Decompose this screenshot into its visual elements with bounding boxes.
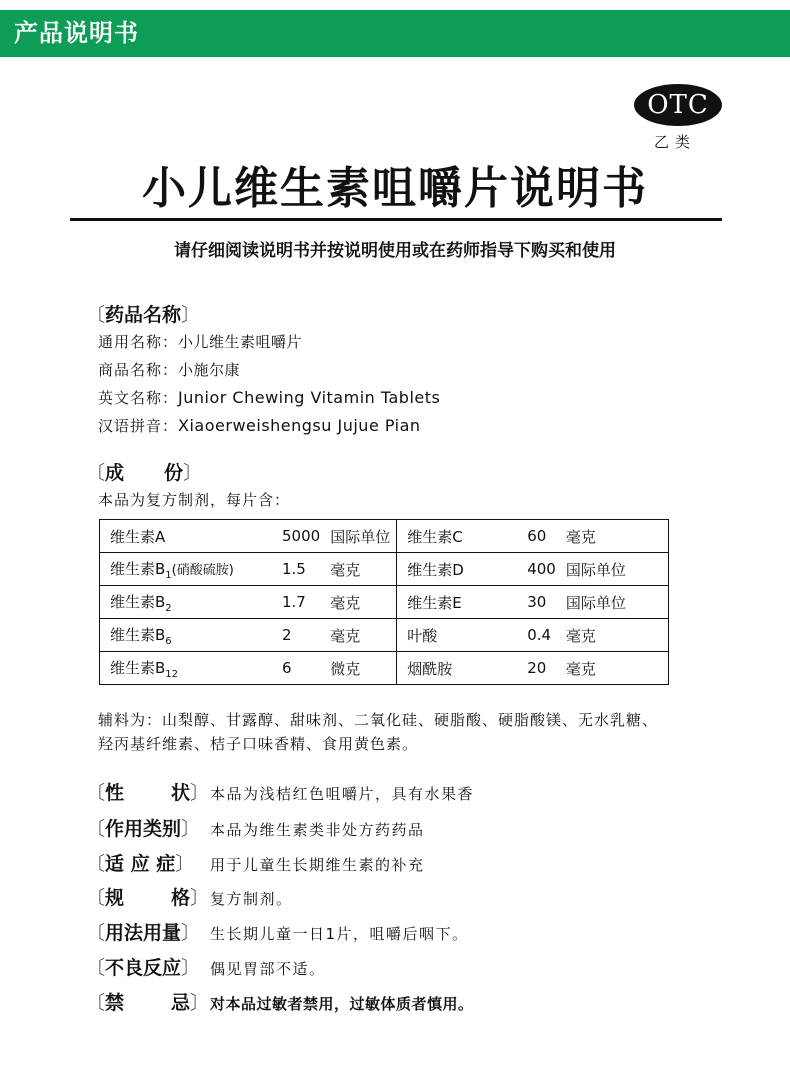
pinyin-name-field: 汉语拼音：Xiaoerweishengsu Jujue Pian: [98, 416, 421, 435]
ingredient-amount: 5000: [276, 520, 320, 553]
ingredient-unit: 毫克: [320, 553, 397, 586]
otc-class-label: 乙类: [654, 133, 697, 151]
table-row: [100, 652, 669, 685]
ingredient-unit: 国际单位: [556, 586, 669, 619]
drug-name-heading: 〔药品名称〕: [86, 304, 201, 326]
ingredient-amount: 2: [276, 619, 320, 652]
ingredient-name: 维生素$B_1$(硝酸硫胺): [100, 553, 277, 586]
section-label: 〔适 应 症〕: [86, 853, 195, 875]
table-row: [100, 520, 669, 553]
ingredient-unit: 毫克: [556, 520, 669, 553]
composition-table: [99, 519, 669, 685]
ingredient-name: 维生素$B_{12}$: [100, 652, 277, 685]
section-text: 复方制剂。: [210, 890, 293, 908]
header-title: 产品说明书: [14, 19, 139, 47]
section-text: 对本品过敏者禁用，过敏体质者慎用。: [210, 995, 474, 1013]
ingredient-name: 维生素A: [100, 520, 277, 553]
composition-heading: 〔成 份〕: [86, 462, 203, 484]
ingredient-amount: 1.5: [276, 553, 320, 586]
ingredient-name: 叶酸: [397, 619, 518, 652]
section-category: [86, 814, 425, 841]
document-title: 小儿维生素咀嚼片说明书: [142, 163, 648, 214]
section-adverse-reactions: [86, 953, 326, 980]
section-indications: [86, 849, 425, 876]
ingredient-name: 维生素C: [397, 520, 518, 553]
ingredient-name: 烟酰胺: [397, 652, 518, 685]
section-text: 生长期儿童一日1片，咀嚼后咽下。: [210, 925, 469, 943]
usage-notice: 请仔细阅读说明书并按说明使用或在药师指导下购买和使用: [174, 241, 616, 261]
table-row: [100, 586, 669, 619]
english-name-field: 英文名称：Junior Chewing Vitamin Tablets: [98, 388, 441, 407]
section-label: 〔规 格〕: [86, 887, 210, 909]
excipients-text: 辅料为：山梨醇、甘露醇、甜味剂、二氧化硅、硬脂酸、硬脂酸镁、无水乳糖、羟丙基纤维素、桔子口味香精、食用黄色素。: [98, 711, 659, 753]
ingredient-amount: 400: [517, 553, 556, 586]
ingredient-name: 维生素E: [397, 586, 518, 619]
ingredient-amount: 60: [517, 520, 556, 553]
ingredient-unit: 微克: [320, 652, 397, 685]
ingredient-amount: 30: [517, 586, 556, 619]
ingredient-amount: 6: [276, 652, 320, 685]
ingredient-unit: 国际单位: [320, 520, 397, 553]
section-label: 〔作用类别〕: [86, 818, 201, 840]
otc-badge: OTC: [634, 84, 722, 126]
header-bar: [0, 10, 790, 57]
section-label: 〔禁 忌〕: [86, 992, 210, 1014]
trade-name-field: 商品名称：小施尔康: [98, 361, 241, 379]
ingredient-unit: 毫克: [320, 619, 397, 652]
section-text: 本品为浅桔红色咀嚼片，具有水果香: [210, 785, 475, 803]
section-text: 用于儿童生长期维生素的补充: [210, 856, 425, 874]
ingredient-unit: 毫克: [556, 619, 669, 652]
section-specification: [86, 883, 293, 910]
section-label: 〔用法用量〕: [86, 922, 201, 944]
section-text: 本品为维生素类非处方药药品: [210, 821, 425, 839]
table-row: [100, 619, 669, 652]
section-label: 〔不良反应〕: [86, 957, 201, 979]
composition-intro: 本品为复方制剂，每片含：: [98, 491, 291, 509]
section-text: 偶见胃部不适。: [210, 960, 326, 978]
ingredient-unit: 毫克: [320, 586, 397, 619]
ingredient-unit: 国际单位: [556, 553, 669, 586]
ingredient-name: 维生素$B_2$: [100, 586, 277, 619]
ingredient-unit: 毫克: [556, 652, 669, 685]
section-contraindications: [86, 988, 474, 1015]
section-label: 〔性 状〕: [86, 782, 210, 804]
table-row: [100, 553, 669, 586]
ingredient-amount: 0.4: [517, 619, 556, 652]
generic-name-field: 通用名称：小儿维生素咀嚼片: [98, 333, 303, 351]
ingredient-amount: 20: [517, 652, 556, 685]
section-appearance: [86, 778, 474, 805]
ingredient-amount: 1.7: [276, 586, 320, 619]
ingredient-name: 维生素D: [397, 553, 518, 586]
title-divider: [70, 218, 722, 221]
section-dosage: [86, 918, 469, 945]
ingredient-name: 维生素$B_6$: [100, 619, 277, 652]
